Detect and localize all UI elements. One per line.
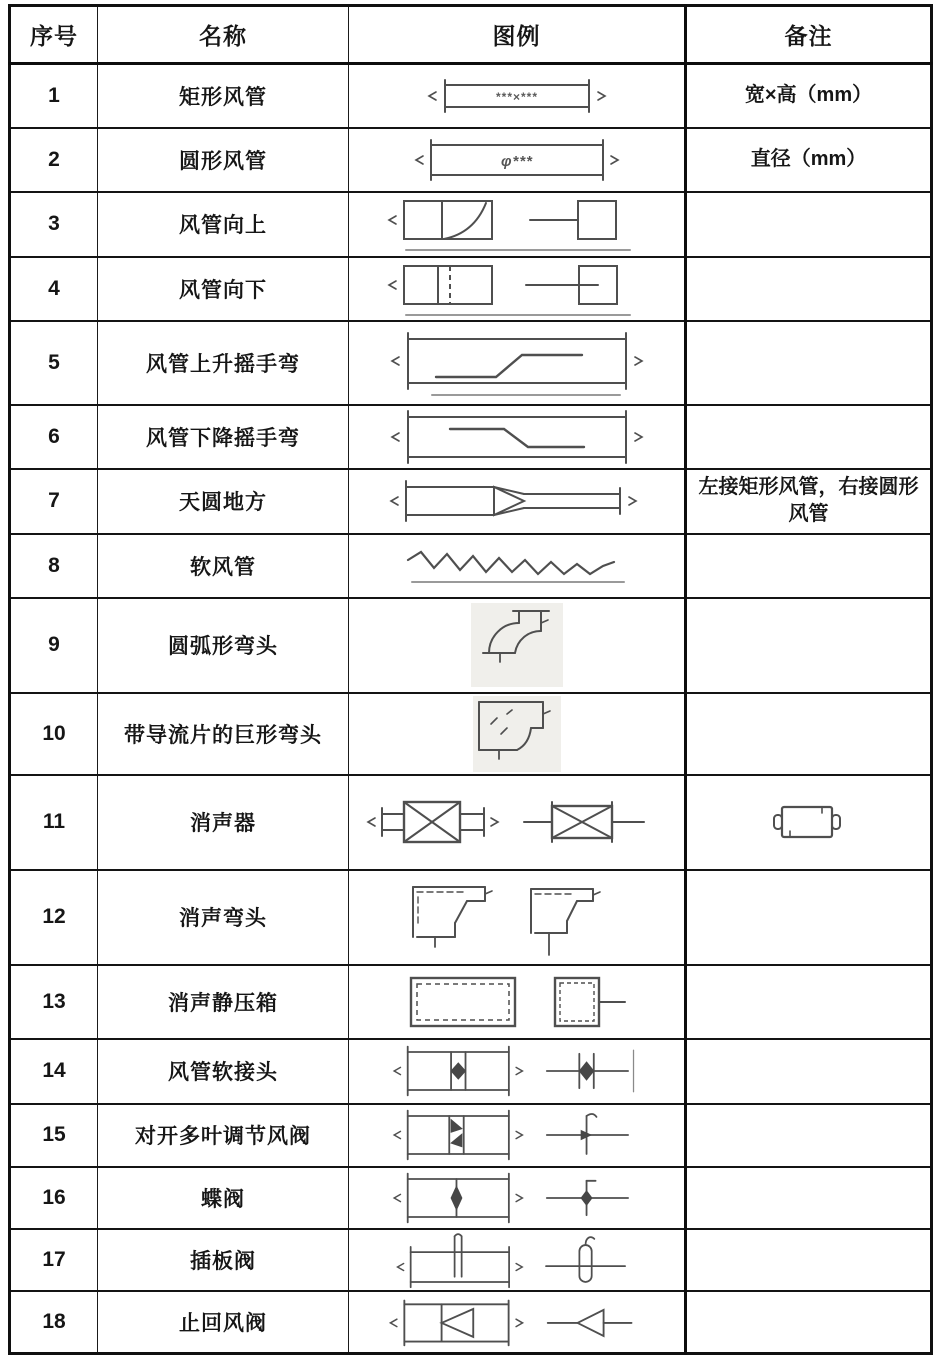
header-remark: 备注 xyxy=(686,6,932,64)
row-number: 17 xyxy=(10,1229,98,1291)
table-row xyxy=(10,192,932,257)
table-row xyxy=(10,469,932,534)
square-to-round-icon xyxy=(349,469,686,534)
row-number: 3 xyxy=(10,192,98,257)
row-name: 消声器 xyxy=(98,775,349,870)
table-header xyxy=(10,6,932,64)
silencer-small-icon xyxy=(686,775,932,870)
duct-drop-offset-icon xyxy=(349,405,686,469)
row-remark xyxy=(686,598,932,693)
check-valve-icon xyxy=(349,1291,686,1354)
row-name: 风管上升摇手弯 xyxy=(98,321,349,405)
silencer-plenum-icon xyxy=(349,965,686,1039)
duct-down-icon xyxy=(349,257,686,321)
table-row xyxy=(10,693,932,775)
row-number: 8 xyxy=(10,534,98,598)
table-row xyxy=(10,1039,932,1104)
row-remark xyxy=(686,534,932,598)
row-remark xyxy=(686,1039,932,1104)
table-row xyxy=(10,1167,932,1229)
row-number: 5 xyxy=(10,321,98,405)
table-row xyxy=(10,128,932,192)
radius-elbow-icon xyxy=(349,598,686,693)
row-number: 15 xyxy=(10,1104,98,1167)
table-row xyxy=(10,257,932,321)
row-number: 16 xyxy=(10,1167,98,1229)
table-row xyxy=(10,870,932,965)
flexible-duct-icon xyxy=(349,534,686,598)
row-name: 风管软接头 xyxy=(98,1039,349,1104)
row-remark xyxy=(686,965,932,1039)
table-row xyxy=(10,64,932,128)
row-name: 风管向下 xyxy=(98,257,349,321)
table-row xyxy=(10,405,932,469)
opposed-blade-damper-icon xyxy=(349,1104,686,1167)
row-number: 7 xyxy=(10,469,98,534)
row-name: 风管下降摇手弯 xyxy=(98,405,349,469)
row-remark xyxy=(686,1229,932,1291)
rect-duct-icon xyxy=(349,64,686,128)
table-row xyxy=(10,965,932,1039)
row-number: 4 xyxy=(10,257,98,321)
header-name: 名称 xyxy=(98,6,349,64)
row-name: 带导流片的巨形弯头 xyxy=(98,693,349,775)
row-name: 矩形风管 xyxy=(98,64,349,128)
row-remark xyxy=(686,192,932,257)
svg-text:***×***: ***×*** xyxy=(495,89,538,104)
gate-valve-icon xyxy=(349,1229,686,1291)
duct-up-icon xyxy=(349,192,686,257)
row-remark: 直径（mm） xyxy=(686,128,932,192)
row-name: 软风管 xyxy=(98,534,349,598)
row-name: 风管向上 xyxy=(98,192,349,257)
row-name: 插板阀 xyxy=(98,1229,349,1291)
row-name: 消声弯头 xyxy=(98,870,349,965)
table-row xyxy=(10,1104,932,1167)
row-remark xyxy=(686,321,932,405)
row-name: 消声静压箱 xyxy=(98,965,349,1039)
row-remark xyxy=(686,1167,932,1229)
row-number: 1 xyxy=(10,64,98,128)
row-number: 14 xyxy=(10,1039,98,1104)
table-row xyxy=(10,1229,932,1291)
row-name: 对开多叶调节风阀 xyxy=(98,1104,349,1167)
butterfly-valve-icon xyxy=(349,1167,686,1229)
svg-text:φ***: φ*** xyxy=(500,152,533,170)
duct-rise-offset-icon xyxy=(349,321,686,405)
silencer-icon xyxy=(349,775,686,870)
row-number: 6 xyxy=(10,405,98,469)
row-remark xyxy=(686,1291,932,1354)
row-number: 11 xyxy=(10,775,98,870)
row-remark xyxy=(686,870,932,965)
row-remark xyxy=(686,1104,932,1167)
header-number: 序号 xyxy=(10,6,98,64)
table-row xyxy=(10,775,932,870)
table-row xyxy=(10,598,932,693)
table-row xyxy=(10,1291,932,1354)
row-name: 圆弧形弯头 xyxy=(98,598,349,693)
row-name: 蝶阀 xyxy=(98,1167,349,1229)
duct-legend-table xyxy=(8,4,933,1355)
silencer-elbow-icon xyxy=(349,870,686,965)
table-row xyxy=(10,534,932,598)
row-number: 2 xyxy=(10,128,98,192)
table-row xyxy=(10,321,932,405)
row-name: 天圆地方 xyxy=(98,469,349,534)
row-remark: 左接矩形风管，右接圆形风管 xyxy=(686,469,932,534)
row-number: 13 xyxy=(10,965,98,1039)
row-number: 9 xyxy=(10,598,98,693)
vaned-elbow-icon xyxy=(349,693,686,775)
row-name: 圆形风管 xyxy=(98,128,349,192)
row-number: 10 xyxy=(10,693,98,775)
round-duct-icon xyxy=(349,128,686,192)
row-name: 止回风阀 xyxy=(98,1291,349,1354)
row-remark: 宽×高（mm） xyxy=(686,64,932,128)
row-number: 18 xyxy=(10,1291,98,1354)
row-remark xyxy=(686,405,932,469)
row-remark xyxy=(686,693,932,775)
header-legend: 图例 xyxy=(349,6,686,64)
table-body xyxy=(10,64,932,1354)
row-remark xyxy=(686,257,932,321)
flexible-connector-icon xyxy=(349,1039,686,1104)
row-number: 12 xyxy=(10,870,98,965)
